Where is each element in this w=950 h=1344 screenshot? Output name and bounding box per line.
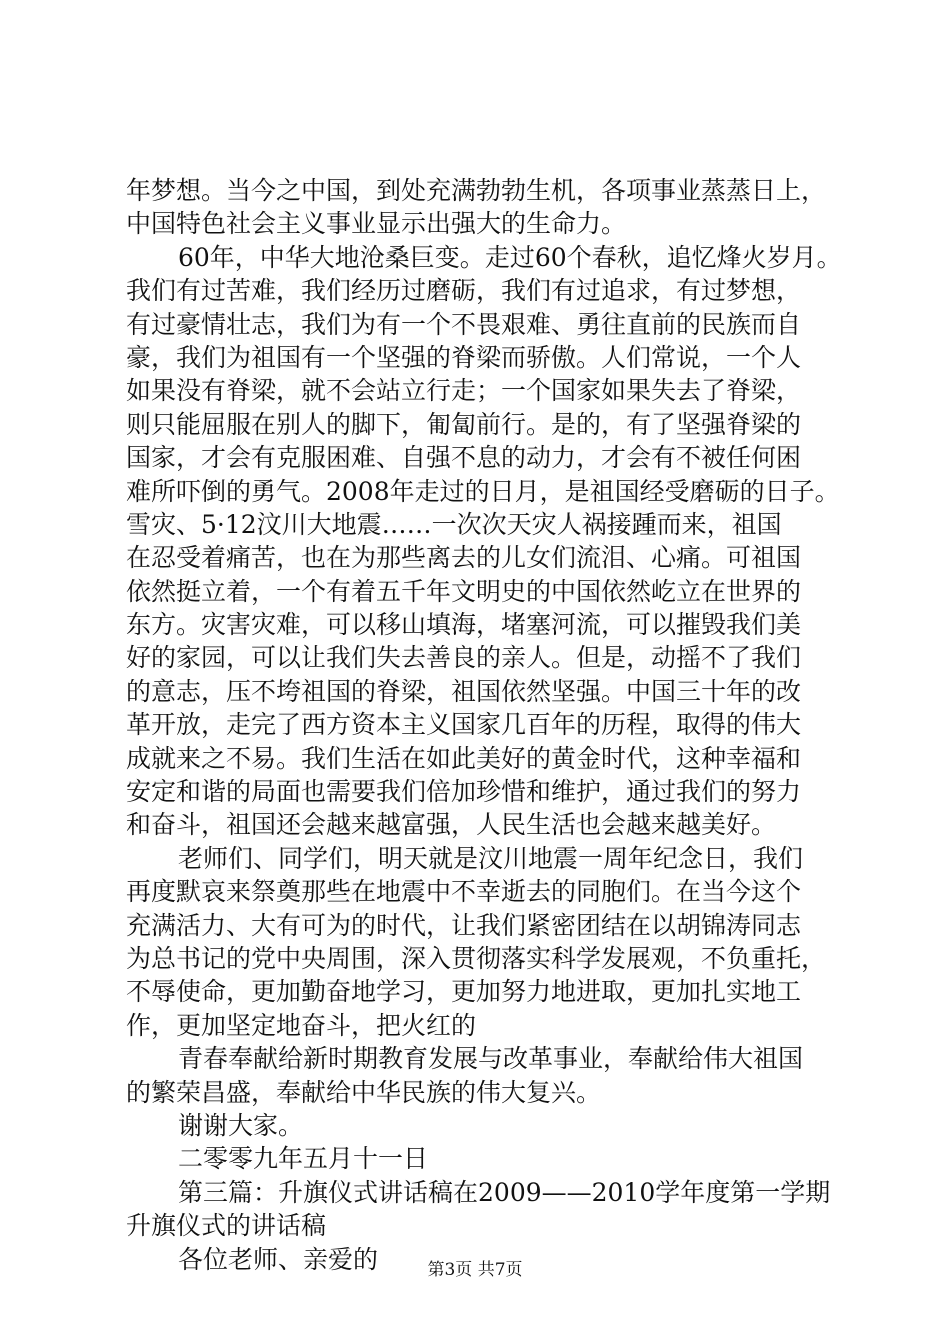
text-line: 中国特色社会主义事业显示出强大的生命力。	[126, 209, 627, 239]
text-line: 成就来之不易。我们生活在如此美好的黄金时代，这种幸福和	[126, 743, 802, 773]
document-body	[126, 174, 856, 1276]
text-line: 我们有过苦难，我们经历过磨砺，我们有过追求，有过梦想，	[126, 276, 802, 306]
text-line: 充满活力、大有可为的时代，让我们紧密团结在以胡锦涛同志	[126, 910, 802, 940]
text-line: 豪，我们为祖国有一个坚强的脊梁而骄傲。人们常说，一个人	[126, 342, 802, 372]
text-line: 谢谢大家。	[178, 1110, 304, 1140]
text-line: 年梦想。当今之中国，到处充满勃勃生机，各项事业蒸蒸日上，	[126, 176, 827, 205]
text-line: 则只能屈服在别人的脚下，匍匐前行。是的，有了坚强脊梁的	[126, 409, 802, 439]
text-line: 东方。灾害灾难，可以移山填海，堵塞河流，可以摧毁我们美	[126, 610, 802, 640]
text-line: 雪灾、5·12汶川大地震……一次次天灾人祸接踵而来，祖国	[126, 509, 782, 539]
text-line: 60年，中华大地沧桑巨变。走过60个春秋，追忆烽火岁月。	[178, 242, 842, 272]
text-line: 国家，才会有克服困难、自强不息的动力，才会有不被任何困	[126, 443, 802, 473]
text-line: 有过豪情壮志，我们为有一个不畏艰难、勇往直前的民族而自	[126, 309, 802, 339]
text-line: 如果没有脊梁，就不会站立行走；一个国家如果失去了脊梁，	[126, 376, 802, 406]
text-line: 的意志，压不垮祖国的脊梁，祖国依然坚强。中国三十年的改	[126, 676, 802, 706]
text-line: 在忍受着痛苦，也在为那些离去的儿女们流泪、心痛。可祖国	[126, 543, 802, 573]
text-line: 难所吓倒的勇气。2008年走过的日月，是祖国经受磨砺的日子。	[126, 476, 840, 506]
text-line: 第三篇：升旗仪式讲话稿在2009——2010学年度第一学期	[178, 1177, 831, 1207]
text-line: 不辱使命，更加勤奋地学习，更加努力地进取，更加扎实地工	[126, 977, 802, 1007]
text-line: 为总书记的党中央周围，深入贯彻落实科学发展观，不负重托，	[126, 943, 827, 973]
text-line: 老师们、同学们，明天就是汶川地震一周年纪念日，我们	[178, 843, 804, 873]
text-line: 的繁荣昌盛，奉献给中华民族的伟大复兴。	[126, 1077, 602, 1107]
text-line: 依然挺立着，一个有着五千年文明史的中国依然屹立在世界的	[126, 576, 802, 606]
text-line: 和奋斗，祖国还会越来越富强，人民生活也会越来越美好。	[126, 810, 777, 840]
text-line: 革开放，走完了西方资本主义国家几百年的历程，取得的伟大	[126, 710, 802, 740]
text-line: 升旗仪式的讲话稿	[126, 1211, 327, 1241]
text-line: 再度默哀来祭奠那些在地震中不幸逝去的同胞们。在当今这个	[126, 877, 802, 907]
text-line: 作，更加坚定地奋斗，把火红的	[126, 1010, 477, 1040]
text-line: 青春奉献给新时期教育发展与改革事业，奉献给伟大祖国	[178, 1044, 804, 1074]
text-line: 安定和谐的局面也需要我们倍加珍惜和维护，通过我们的努力	[126, 777, 802, 807]
text-line: 二零零九年五月十一日	[178, 1144, 429, 1174]
text-line: 好的家园，可以让我们失去善良的亲人。但是，动摇不了我们	[126, 643, 802, 673]
page-footer: 第3页 共7页	[427, 1260, 523, 1280]
text-line: 各位老师、亲爱的	[178, 1244, 379, 1274]
